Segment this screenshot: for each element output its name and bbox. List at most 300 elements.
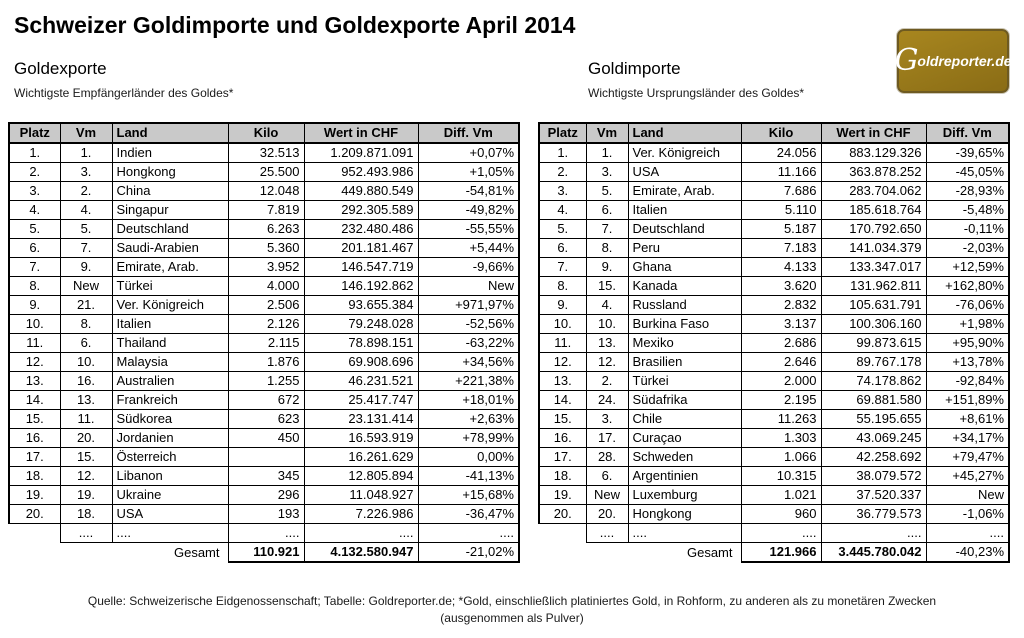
table-cell-kilo: 960 xyxy=(741,505,821,524)
table-cell-vm: 8. xyxy=(586,239,628,258)
table-cell-land: Hongkong xyxy=(628,505,741,524)
column-header-land: Land xyxy=(628,123,741,143)
table-cell-kilo: 10.315 xyxy=(741,467,821,486)
table-cell-diff: +45,27% xyxy=(926,467,1009,486)
dots-cell-kilo: .... xyxy=(228,524,304,543)
table-cell-diff: -1,06% xyxy=(926,505,1009,524)
table-cell-land: USA xyxy=(628,163,741,182)
table-cell-platz: 8. xyxy=(9,277,60,296)
table-cell-platz: 17. xyxy=(9,448,60,467)
table-row xyxy=(539,353,1009,372)
table-row xyxy=(9,277,519,296)
dots-cell-wert: .... xyxy=(821,524,926,543)
table-cell-platz: 15. xyxy=(539,410,586,429)
table-row xyxy=(539,372,1009,391)
table-cell-vm: 7. xyxy=(586,220,628,239)
table-row xyxy=(539,201,1009,220)
table-cell-platz: 11. xyxy=(9,334,60,353)
table-cell-platz: 4. xyxy=(539,201,586,220)
column-header-diff: Diff. Vm xyxy=(418,123,519,143)
table-row xyxy=(539,391,1009,410)
table-cell-vm: 5. xyxy=(60,220,112,239)
table-cell-vm: 10. xyxy=(60,353,112,372)
table-cell-platz: 15. xyxy=(9,410,60,429)
table-cell-vm: 12. xyxy=(586,353,628,372)
table-cell-wert: 363.878.252 xyxy=(821,163,926,182)
imports-table xyxy=(538,122,1010,563)
table-cell-kilo: 7.686 xyxy=(741,182,821,201)
table-cell-vm: 1. xyxy=(60,143,112,163)
column-header-diff: Diff. Vm xyxy=(926,123,1009,143)
table-row xyxy=(539,143,1009,163)
table-cell-kilo: 5.187 xyxy=(741,220,821,239)
table-cell-land: Burkina Faso xyxy=(628,315,741,334)
table-cell-platz: 9. xyxy=(9,296,60,315)
table-cell-diff: +34,17% xyxy=(926,429,1009,448)
table-cell-vm: 3. xyxy=(60,163,112,182)
dots-cell-vm: .... xyxy=(586,524,628,543)
table-cell-diff: +15,68% xyxy=(418,486,519,505)
table-row xyxy=(539,334,1009,353)
table-cell-kilo: 25.500 xyxy=(228,163,304,182)
exports-header-row xyxy=(9,123,519,143)
dots-cell-platz xyxy=(539,524,586,543)
table-cell-wert: 12.805.894 xyxy=(304,467,418,486)
table-cell-diff: New xyxy=(418,277,519,296)
total-row xyxy=(539,543,1009,563)
table-row xyxy=(539,315,1009,334)
table-cell-platz: 12. xyxy=(539,353,586,372)
table-cell-kilo: 3.137 xyxy=(741,315,821,334)
table-cell-vm: 2. xyxy=(586,372,628,391)
table-cell-kilo: 7.183 xyxy=(741,239,821,258)
exports-heading: Goldexporte xyxy=(14,59,107,78)
table-cell-wert: 883.129.326 xyxy=(821,143,926,163)
table-cell-diff: +95,90% xyxy=(926,334,1009,353)
table-cell-land: Ver. Königreich xyxy=(628,143,741,163)
table-cell-wert: 93.655.384 xyxy=(304,296,418,315)
table-row xyxy=(9,182,519,201)
table-cell-platz: 2. xyxy=(9,163,60,182)
table-row xyxy=(9,163,519,182)
table-cell-diff: +151,89% xyxy=(926,391,1009,410)
table-cell-platz: 6. xyxy=(9,239,60,258)
table-cell-kilo: 11.166 xyxy=(741,163,821,182)
imports-heading: Goldimporte xyxy=(588,59,681,78)
table-cell-diff: +13,78% xyxy=(926,353,1009,372)
table-cell-wert: 146.547.719 xyxy=(304,258,418,277)
table-cell-wert: 201.181.467 xyxy=(304,239,418,258)
table-cell-land: Frankreich xyxy=(112,391,228,410)
total-cell-platz xyxy=(539,543,586,563)
table-cell-diff: -41,13% xyxy=(418,467,519,486)
table-cell-land: Malaysia xyxy=(112,353,228,372)
column-header-wert: Wert in CHF xyxy=(821,123,926,143)
table-cell-diff: -76,06% xyxy=(926,296,1009,315)
table-cell-diff: -5,48% xyxy=(926,201,1009,220)
column-header-kilo: Kilo xyxy=(741,123,821,143)
table-cell-vm: 28. xyxy=(586,448,628,467)
table-cell-kilo: 2.832 xyxy=(741,296,821,315)
table-cell-vm: 15. xyxy=(586,277,628,296)
table-cell-land: Ukraine xyxy=(112,486,228,505)
table-cell-land: Italien xyxy=(112,315,228,334)
table-row xyxy=(9,296,519,315)
table-cell-vm: 4. xyxy=(586,296,628,315)
imports-header-row xyxy=(539,123,1009,143)
table-cell-land: Italien xyxy=(628,201,741,220)
table-cell-diff: +12,59% xyxy=(926,258,1009,277)
table-cell-kilo: 1.303 xyxy=(741,429,821,448)
table-cell-vm: 17. xyxy=(586,429,628,448)
table-cell-diff: -92,84% xyxy=(926,372,1009,391)
exports-section xyxy=(8,58,518,563)
table-row xyxy=(9,448,519,467)
table-cell-diff: -39,65% xyxy=(926,143,1009,163)
table-cell-platz: 9. xyxy=(539,296,586,315)
table-row xyxy=(539,429,1009,448)
table-cell-diff: New xyxy=(926,486,1009,505)
column-header-wert: Wert in CHF xyxy=(304,123,418,143)
table-cell-vm: 10. xyxy=(586,315,628,334)
table-cell-wert: 232.480.486 xyxy=(304,220,418,239)
table-row xyxy=(539,163,1009,182)
imports-section xyxy=(538,58,1008,563)
table-cell-platz: 20. xyxy=(9,505,60,524)
table-row xyxy=(9,143,519,163)
table-cell-wert: 1.209.871.091 xyxy=(304,143,418,163)
table-cell-diff: +5,44% xyxy=(418,239,519,258)
table-cell-wert: 46.231.521 xyxy=(304,372,418,391)
table-cell-kilo: 12.048 xyxy=(228,182,304,201)
table-cell-wert: 449.880.549 xyxy=(304,182,418,201)
dots-cell-vm: .... xyxy=(60,524,112,543)
table-cell-land: China xyxy=(112,182,228,201)
table-row xyxy=(9,505,519,524)
table-cell-vm: 6. xyxy=(586,201,628,220)
table-cell-kilo: 32.513 xyxy=(228,143,304,163)
table-cell-wert: 69.908.696 xyxy=(304,353,418,372)
table-cell-platz: 6. xyxy=(539,239,586,258)
table-cell-land: Mexiko xyxy=(628,334,741,353)
table-cell-land: Libanon xyxy=(112,467,228,486)
table-cell-wert: 100.306.160 xyxy=(821,315,926,334)
table-cell-kilo: 2.115 xyxy=(228,334,304,353)
imports-subheading: Wichtigste Ursprungsländer des Goldes* xyxy=(588,86,805,100)
table-cell-land: Südafrika xyxy=(628,391,741,410)
table-row xyxy=(9,429,519,448)
table-cell-land: Brasilien xyxy=(628,353,741,372)
dots-row xyxy=(539,524,1009,543)
table-cell-kilo: 2.686 xyxy=(741,334,821,353)
table-cell-diff: +1,05% xyxy=(418,163,519,182)
table-cell-vm: 3. xyxy=(586,163,628,182)
table-cell-land: Emirate, Arab. xyxy=(112,258,228,277)
column-header-vm: Vm xyxy=(586,123,628,143)
table-cell-diff: +34,56% xyxy=(418,353,519,372)
table-cell-platz: 18. xyxy=(9,467,60,486)
table-row xyxy=(539,258,1009,277)
table-cell-kilo xyxy=(228,448,304,467)
table-cell-platz: 18. xyxy=(539,467,586,486)
table-cell-kilo: 1.255 xyxy=(228,372,304,391)
table-row xyxy=(9,486,519,505)
table-cell-platz: 1. xyxy=(539,143,586,163)
table-cell-vm: 12. xyxy=(60,467,112,486)
table-cell-diff: -28,93% xyxy=(926,182,1009,201)
source-note-line1: Quelle: Schweizerische Eidgenossenschaft; Tabelle: Goldreporter.de; *Gold, einschließlich platiniertes Gold, in Rohform, zu anderen als zu monetären Zwecken xyxy=(87,594,937,608)
table-cell-land: Jordanien xyxy=(112,429,228,448)
table-cell-platz: 4. xyxy=(9,201,60,220)
table-cell-vm: 20. xyxy=(586,505,628,524)
table-cell-vm: 9. xyxy=(60,258,112,277)
total-cell-diff: -40,23% xyxy=(926,543,1009,563)
table-cell-platz: 11. xyxy=(539,334,586,353)
table-cell-diff: +221,38% xyxy=(418,372,519,391)
table-cell-wert: 283.704.062 xyxy=(821,182,926,201)
table-cell-diff: +971,97% xyxy=(418,296,519,315)
table-row xyxy=(9,220,519,239)
table-cell-land: Kanada xyxy=(628,277,741,296)
total-cell-land: Gesamt xyxy=(686,544,733,560)
table-row xyxy=(539,467,1009,486)
table-cell-platz: 14. xyxy=(539,391,586,410)
table-cell-wert: 74.178.862 xyxy=(821,372,926,391)
table-cell-kilo: 2.646 xyxy=(741,353,821,372)
table-cell-wert: 16.261.629 xyxy=(304,448,418,467)
table-cell-platz: 20. xyxy=(539,505,586,524)
table-cell-wert: 55.195.655 xyxy=(821,410,926,429)
table-cell-platz: 16. xyxy=(9,429,60,448)
table-cell-vm: 20. xyxy=(60,429,112,448)
table-cell-vm: 18. xyxy=(60,505,112,524)
total-cell-wert: 4.132.580.947 xyxy=(304,543,418,563)
table-cell-diff: +1,98% xyxy=(926,315,1009,334)
table-cell-vm: 21. xyxy=(60,296,112,315)
table-cell-wert: 99.873.615 xyxy=(821,334,926,353)
dots-cell-kilo: .... xyxy=(741,524,821,543)
table-cell-vm: 13. xyxy=(60,391,112,410)
table-cell-land: Peru xyxy=(628,239,741,258)
table-cell-vm: 2. xyxy=(60,182,112,201)
table-cell-land: Thailand xyxy=(112,334,228,353)
table-cell-platz: 5. xyxy=(539,220,586,239)
table-cell-kilo: 7.819 xyxy=(228,201,304,220)
table-row xyxy=(9,353,519,372)
table-row xyxy=(9,239,519,258)
table-row xyxy=(9,258,519,277)
table-cell-wert: 7.226.986 xyxy=(304,505,418,524)
table-cell-diff: -0,11% xyxy=(926,220,1009,239)
dots-row xyxy=(9,524,519,543)
table-cell-vm: 5. xyxy=(586,182,628,201)
exports-table xyxy=(8,122,520,563)
table-cell-wert: 146.192.862 xyxy=(304,277,418,296)
column-header-kilo: Kilo xyxy=(228,123,304,143)
table-row xyxy=(539,277,1009,296)
table-cell-wert: 141.034.379 xyxy=(821,239,926,258)
table-cell-wert: 42.258.692 xyxy=(821,448,926,467)
table-cell-diff: +79,47% xyxy=(926,448,1009,467)
table-cell-wert: 36.779.573 xyxy=(821,505,926,524)
table-cell-wert: 78.898.151 xyxy=(304,334,418,353)
table-cell-diff: -52,56% xyxy=(418,315,519,334)
table-cell-land: Österreich xyxy=(112,448,228,467)
table-cell-land: Schweden xyxy=(628,448,741,467)
dots-cell-diff: .... xyxy=(418,524,519,543)
table-cell-vm: New xyxy=(586,486,628,505)
table-cell-vm: 19. xyxy=(60,486,112,505)
table-cell-wert: 952.493.986 xyxy=(304,163,418,182)
logo-initial: G xyxy=(894,43,919,78)
table-cell-land: Deutschland xyxy=(628,220,741,239)
table-cell-platz: 7. xyxy=(539,258,586,277)
table-cell-platz: 13. xyxy=(9,372,60,391)
table-cell-kilo: 1.021 xyxy=(741,486,821,505)
table-cell-kilo: 4.133 xyxy=(741,258,821,277)
table-cell-platz: 12. xyxy=(9,353,60,372)
table-cell-land: Indien xyxy=(112,143,228,163)
table-row xyxy=(9,372,519,391)
table-cell-vm: 7. xyxy=(60,239,112,258)
table-cell-kilo: 2.126 xyxy=(228,315,304,334)
page-title: Schweizer Goldimporte und Goldexporte April 2014 xyxy=(14,12,576,38)
table-cell-kilo: 672 xyxy=(228,391,304,410)
table-cell-diff: -45,05% xyxy=(926,163,1009,182)
table-cell-kilo: 623 xyxy=(228,410,304,429)
table-cell-diff: -49,82% xyxy=(418,201,519,220)
table-row xyxy=(539,505,1009,524)
table-cell-land: Türkei xyxy=(628,372,741,391)
table-cell-land: Luxemburg xyxy=(628,486,741,505)
table-cell-wert: 185.618.764 xyxy=(821,201,926,220)
table-cell-platz: 14. xyxy=(9,391,60,410)
table-cell-kilo: 2.000 xyxy=(741,372,821,391)
table-cell-kilo: 11.263 xyxy=(741,410,821,429)
table-cell-platz: 16. xyxy=(539,429,586,448)
table-cell-wert: 292.305.589 xyxy=(304,201,418,220)
table-row xyxy=(539,448,1009,467)
source-note-line2: (ausgenommen als Pulver) xyxy=(440,611,584,625)
table-cell-diff: -55,55% xyxy=(418,220,519,239)
table-cell-land: USA xyxy=(112,505,228,524)
table-cell-land: Südkorea xyxy=(112,410,228,429)
table-cell-diff: +78,99% xyxy=(418,429,519,448)
table-cell-diff: -63,22% xyxy=(418,334,519,353)
table-cell-wert: 11.048.927 xyxy=(304,486,418,505)
table-cell-wert: 131.962.811 xyxy=(821,277,926,296)
table-cell-land: Argentinien xyxy=(628,467,741,486)
table-cell-platz: 5. xyxy=(9,220,60,239)
total-cell-land: Gesamt xyxy=(173,544,220,560)
table-cell-kilo: 3.952 xyxy=(228,258,304,277)
table-cell-platz: 3. xyxy=(539,182,586,201)
table-cell-wert: 105.631.791 xyxy=(821,296,926,315)
column-header-land: Land xyxy=(112,123,228,143)
source-note xyxy=(0,593,1024,627)
table-cell-land: Deutschland xyxy=(112,220,228,239)
table-cell-kilo: 2.506 xyxy=(228,296,304,315)
table-cell-diff: -2,03% xyxy=(926,239,1009,258)
table-cell-land: Chile xyxy=(628,410,741,429)
table-cell-diff: -36,47% xyxy=(418,505,519,524)
table-row xyxy=(9,201,519,220)
table-cell-diff: -54,81% xyxy=(418,182,519,201)
table-cell-vm: 13. xyxy=(586,334,628,353)
table-cell-kilo: 6.263 xyxy=(228,220,304,239)
table-cell-vm: 16. xyxy=(60,372,112,391)
table-cell-wert: 16.593.919 xyxy=(304,429,418,448)
total-cell-platz xyxy=(9,543,60,563)
table-cell-kilo: 4.000 xyxy=(228,277,304,296)
table-cell-vm: 15. xyxy=(60,448,112,467)
table-cell-vm: 24. xyxy=(586,391,628,410)
table-cell-platz: 7. xyxy=(9,258,60,277)
table-cell-vm: 6. xyxy=(586,467,628,486)
table-cell-kilo: 24.056 xyxy=(741,143,821,163)
table-cell-vm: New xyxy=(60,277,112,296)
table-cell-kilo: 2.195 xyxy=(741,391,821,410)
table-cell-wert: 170.792.650 xyxy=(821,220,926,239)
table-cell-vm: 6. xyxy=(60,334,112,353)
table-cell-wert: 25.417.747 xyxy=(304,391,418,410)
table-cell-diff: +8,61% xyxy=(926,410,1009,429)
table-cell-land: Saudi-Arabien xyxy=(112,239,228,258)
table-cell-wert: 23.131.414 xyxy=(304,410,418,429)
table-cell-platz: 17. xyxy=(539,448,586,467)
table-cell-land: Russland xyxy=(628,296,741,315)
total-cell-vm xyxy=(586,543,628,563)
column-header-vm: Vm xyxy=(60,123,112,143)
table-cell-diff: -9,66% xyxy=(418,258,519,277)
table-cell-kilo: 296 xyxy=(228,486,304,505)
total-row xyxy=(9,543,519,563)
table-cell-kilo: 5.110 xyxy=(741,201,821,220)
table-cell-wert: 79.248.028 xyxy=(304,315,418,334)
table-row xyxy=(539,410,1009,429)
table-cell-platz: 19. xyxy=(9,486,60,505)
table-cell-vm: 1. xyxy=(586,143,628,163)
table-cell-diff: +18,01% xyxy=(418,391,519,410)
table-cell-diff: +0,07% xyxy=(418,143,519,163)
table-cell-land: Singapur xyxy=(112,201,228,220)
table-cell-wert: 37.520.337 xyxy=(821,486,926,505)
total-cell-vm xyxy=(60,543,112,563)
table-cell-diff: +162,80% xyxy=(926,277,1009,296)
dots-cell-diff: .... xyxy=(926,524,1009,543)
table-cell-diff: +2,63% xyxy=(418,410,519,429)
table-cell-vm: 8. xyxy=(60,315,112,334)
table-cell-vm: 9. xyxy=(586,258,628,277)
table-cell-land: Ver. Königreich xyxy=(112,296,228,315)
table-cell-land: Australien xyxy=(112,372,228,391)
table-cell-kilo: 193 xyxy=(228,505,304,524)
table-cell-kilo: 1.876 xyxy=(228,353,304,372)
dots-cell-platz xyxy=(9,524,60,543)
column-header-platz: Platz xyxy=(9,123,60,143)
table-row xyxy=(9,410,519,429)
table-cell-land: Emirate, Arab. xyxy=(628,182,741,201)
table-cell-platz: 1. xyxy=(9,143,60,163)
table-cell-kilo: 3.620 xyxy=(741,277,821,296)
table-row xyxy=(9,391,519,410)
table-row xyxy=(9,334,519,353)
table-row xyxy=(9,315,519,334)
table-cell-platz: 10. xyxy=(539,315,586,334)
dots-cell-land: .... xyxy=(112,524,228,543)
column-header-platz: Platz xyxy=(539,123,586,143)
table-cell-land: Ghana xyxy=(628,258,741,277)
